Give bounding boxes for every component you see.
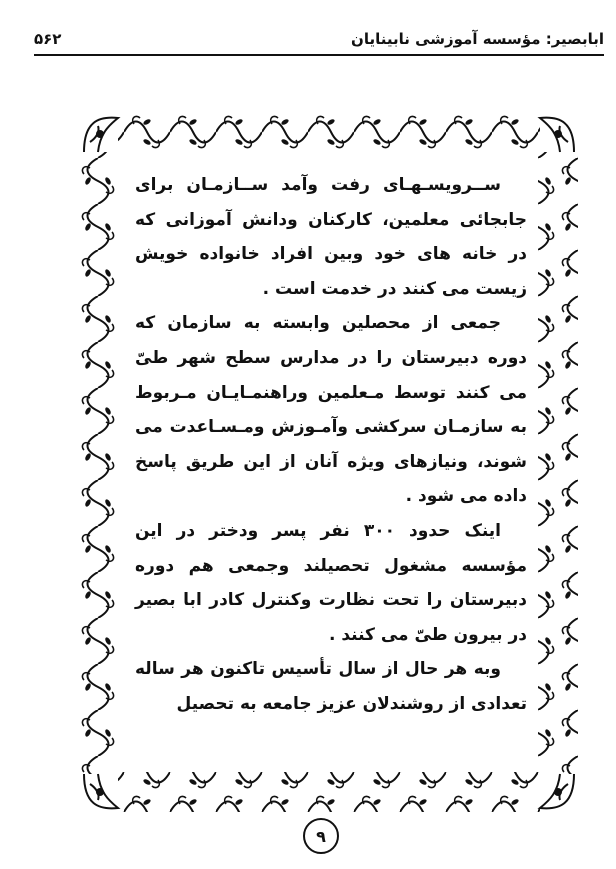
paragraph-4: وبه هر حال از سال تأسیس تاکنون هر ساله تعدادی از روشندلان عزیز جامعه به تحصیل	[135, 659, 527, 714]
page-number-top: ۵۶۲	[34, 30, 62, 48]
header-rule	[34, 54, 604, 56]
page-number-circle: ۹	[303, 818, 339, 854]
paragraph-2: جمعی از محصلین وابسته به سازمان که دوره دبیرستان را در مدارس سطح شهر طیّ می کنند توسط مـعلمین وراهنمـایـان مـربوط به سازمـان سرکشی وآمـوزش ومـسـاعدت می شوند، ونیازهای ویژه آنان از این طریق پاسخ داده می شود .	[135, 313, 527, 507]
running-title: ابابصیر: مؤسسه آموزشی نابینایان	[351, 30, 604, 48]
page-header	[34, 22, 604, 56]
body-text	[135, 168, 527, 722]
paragraph-1: ســرویسـهـای رفت وآمد ســازمـان برای جابجائی معلمین، کارکنان ودانش آموزانی که در خانه های خود وبین افراد خانواده خویش زیست می کنند در خدمت است .	[135, 175, 527, 299]
paragraph-3: اینک حدود ۳۰۰ نفر پسر ودختر در این مؤسسه مشغول تحصیلند وجمعی هم دوره دبیرستان را تحت نظارت وکنترل کادر ابا بصیر در بیرون طیّ می کنند .	[135, 520, 527, 645]
page-number-footer	[303, 818, 339, 854]
